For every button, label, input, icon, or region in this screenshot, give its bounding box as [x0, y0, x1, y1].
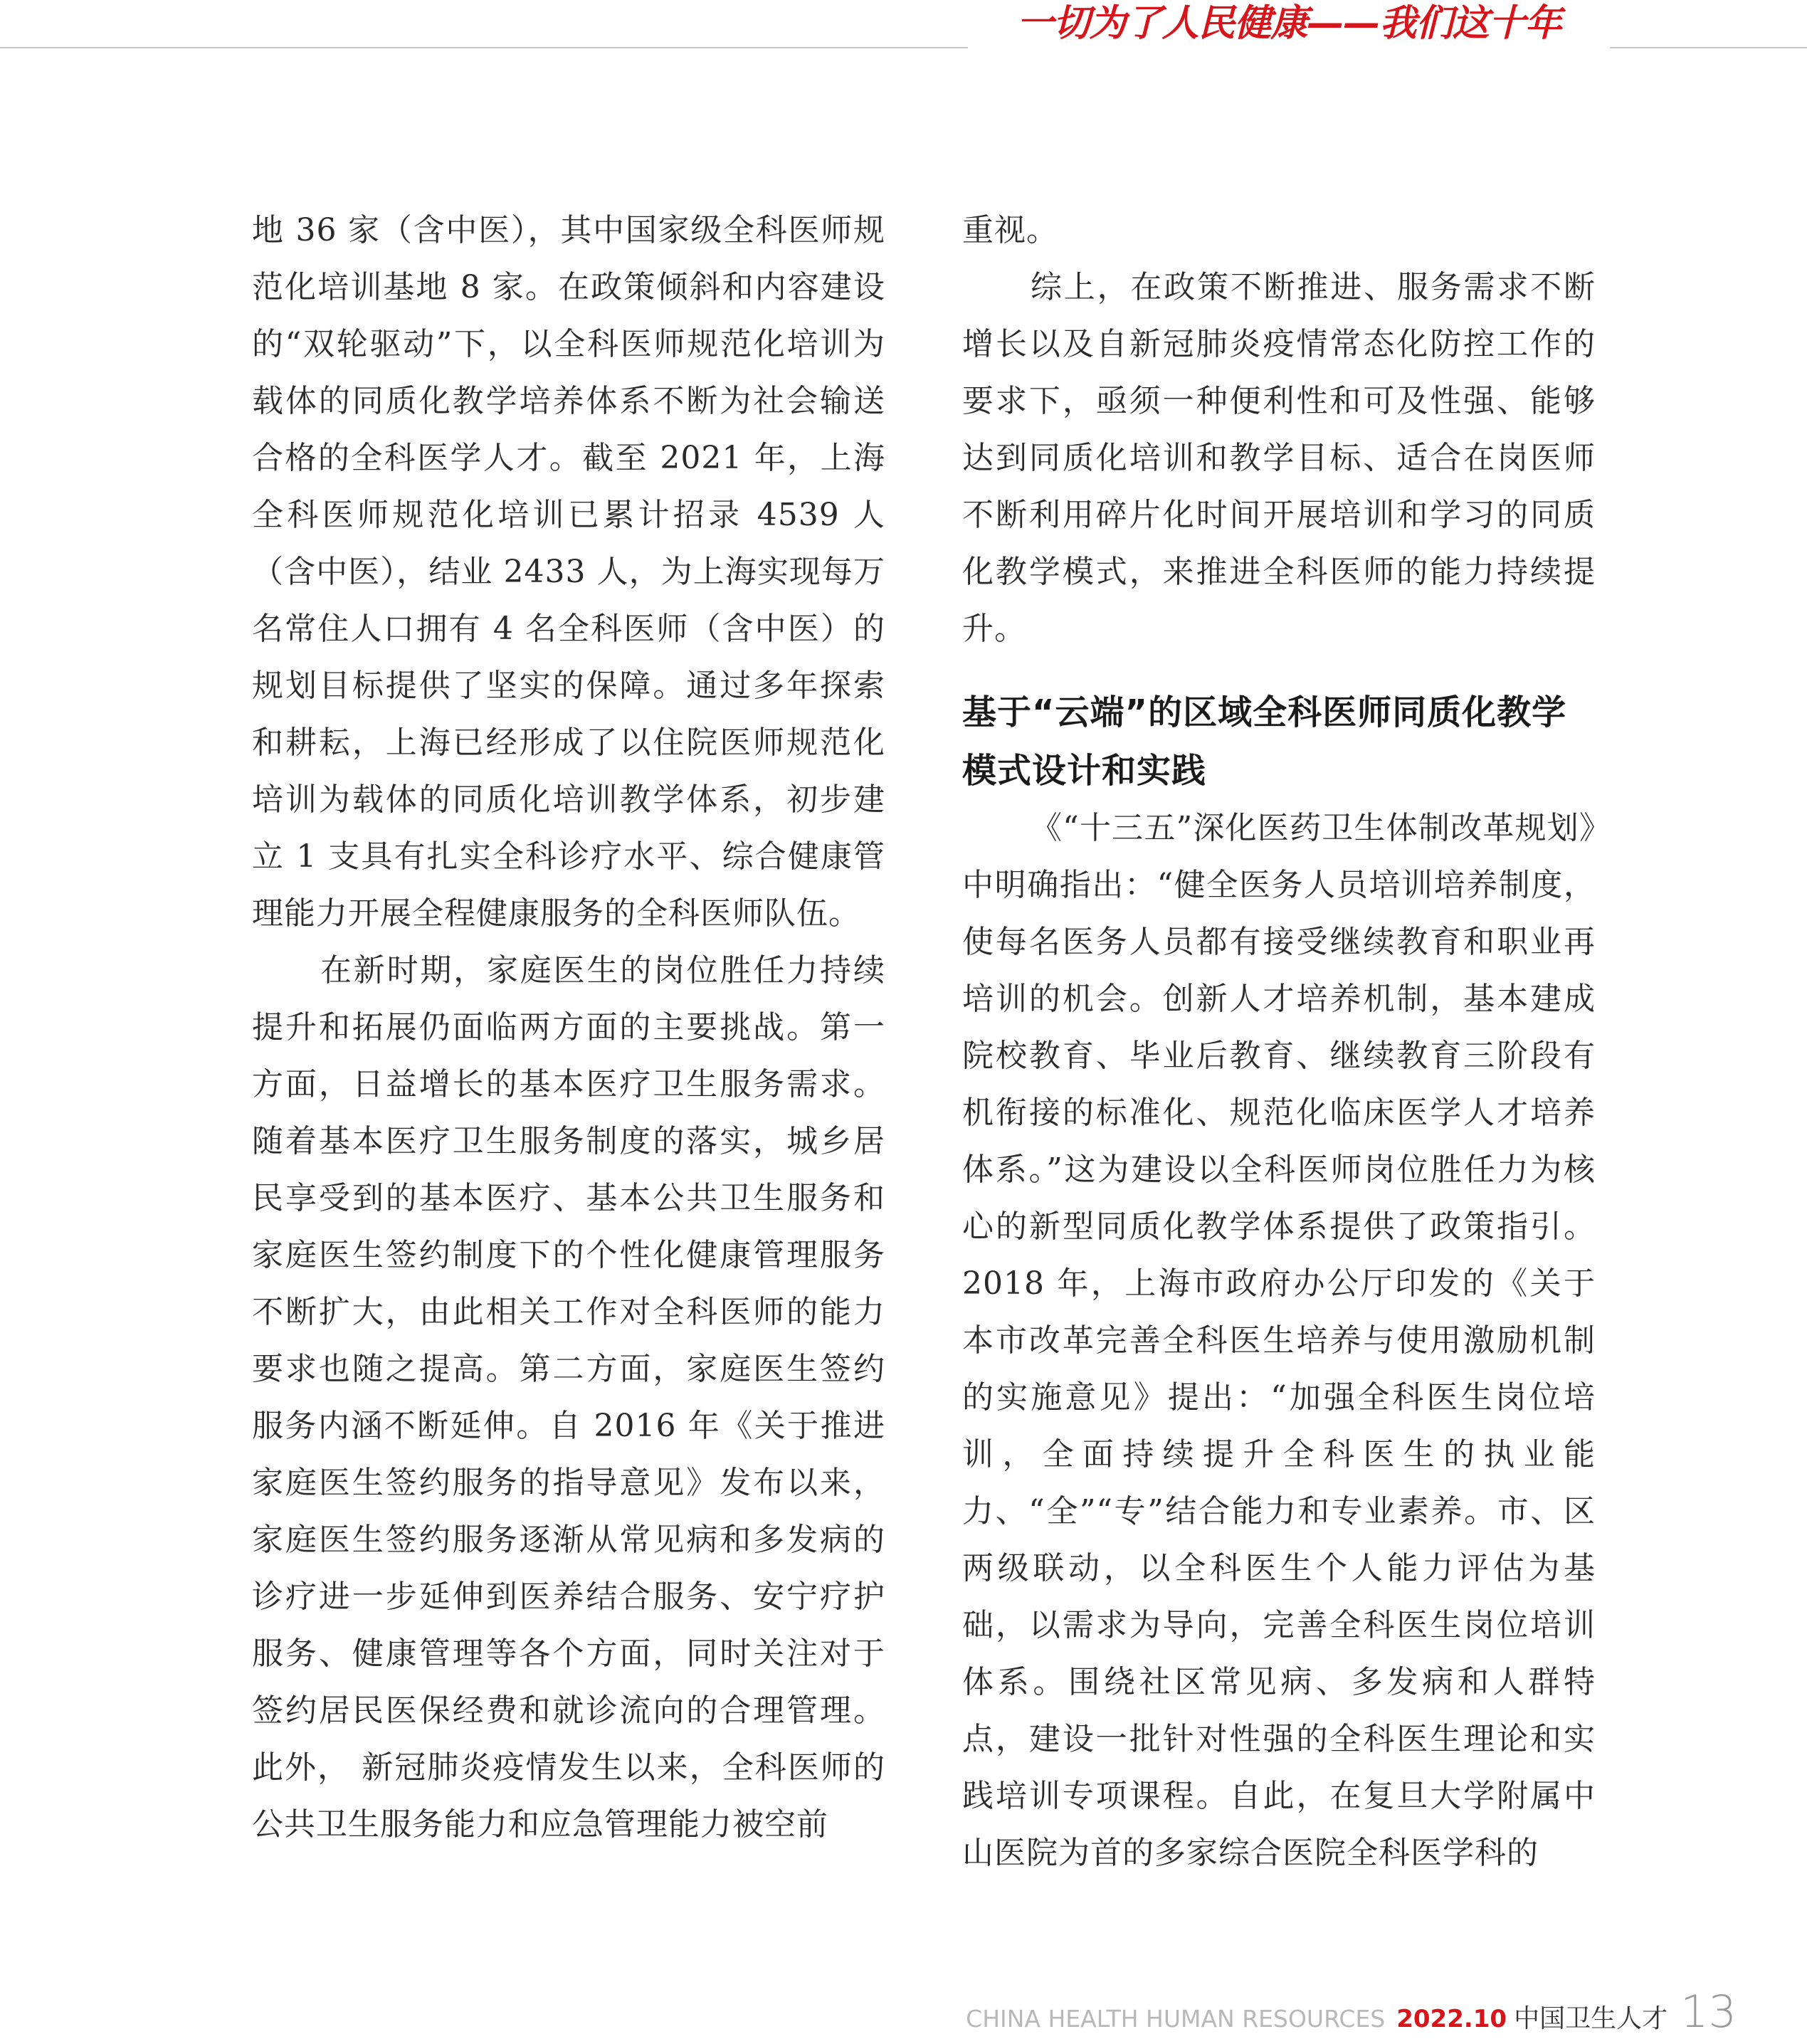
- header-rule: [0, 47, 968, 48]
- body-paragraph: 地 36 家（含中医），其中国家级全科医师规范化培训基地 8 家。在政策倾斜和内容建设的“双轮驱动”下，以全科医师规范化培训为载体的同质化教学培养体系不断为社会输送合格的全科医学人才。截至 2021 年，上海全科医师规范化培训已累计招录 4539 人（含中医），结业 2433 人，为上海实现每万名常住人口拥有 4 名全科医师（含中医）的规划目标提供了坚实的保障。通过多年探索和耕耘，上海已经形成了以住院医师规范化培训为载体的同质化培训教学体系，初步建立 1 支具有扎实全科诊疗水平、综合健康管理能力开展全程健康服务的全科医师队伍。: [252, 212, 885, 932]
- journal-name-english: CHINA HEALTH HUMAN RESOURCES: [966, 2005, 1386, 2033]
- section-heading: 基于“云端”的区域全科医师同质化教学模式设计和实践: [962, 692, 1567, 791]
- journal-name-chinese: 中国卫生人才: [1514, 2004, 1668, 2033]
- page-footer: [966, 1986, 1737, 2038]
- page-number: 13: [1680, 1986, 1737, 2038]
- body-paragraph: 《“十三五”深化医药卫生体制改革规划》中明确指出：“健全医务人员培训培养制度，使每名医务人员都有接受继续教育和职业再培训的机会。创新人才培养机制，基本建成院校教育、毕业后教育、继续教育三阶段有机衔接的标准化、规范化临床医学人才培养体系。”这为建设以全科医师岗位胜任力为核心的新型同质化教学体系提供了政策指引。2018 年，上海市政府办公厅印发的《关于本市改革完善全科医生培养与使用激励机制的实施意见》提出：“加强全科医生岗位培训，全面持续提升全科医生的执业能力、“全”“专”结合能力和专业素养。市、区两级联动，以全科医生个人能力评估为基础，以需求为导向，完善全科医生岗位培训体系。围绕社区常见病、多发病和人群特点，建设一批针对性强的全科医生理论和实践培训专项课程。自此，在复旦大学附属中山医院为首的多家综合医院全科医学科的: [962, 810, 1596, 1871]
- running-header-title: 一切为了人民健康——我们这十年: [1016, 2, 1561, 45]
- body-paragraph: 重视。: [962, 212, 1058, 248]
- issue-number: 2022.10: [1396, 2005, 1507, 2033]
- header-rule-right: [1610, 47, 1807, 48]
- body-paragraph: 在新时期，家庭医生的岗位胜任力持续提升和拓展仍面临两方面的主要挑战。第一方面，日益增长的基本医疗卫生服务需求。随着基本医疗卫生服务制度的落实，城乡居民享受到的基本医疗、基本公共卫生服务和家庭医生签约制度下的个性化健康管理服务不断扩大，由此相关工作对全科医师的能力要求也随之提高。第二方面，家庭医生签约服务内涵不断延伸。自 2016 年《关于推进家庭医生签约服务的指导意见》发布以来，家庭医生签约服务逐渐从常见病和多发病的诊疗进一步延伸到医养结合服务、安宁疗护服务、健康管理等各个方面，同时关注对于签约居民医保经费和就诊流向的合理管理。此外， 新冠肺炎疫情发生以来，全科医师的公共卫生服务能力和应急管理能力被空前: [252, 952, 885, 1843]
- right-column: [962, 202, 1596, 1882]
- left-column: [252, 202, 885, 1853]
- body-paragraph: 综上，在政策不断推进、服务需求不断增长以及自新冠肺炎疫情常态化防控工作的要求下，亟须一种便利性和可及性强、能够达到同质化培训和教学目标、适合在岗医师不断利用碎片化时间开展培训和学习的同质化教学模式，来推进全科医师的能力持续提升。: [962, 269, 1596, 647]
